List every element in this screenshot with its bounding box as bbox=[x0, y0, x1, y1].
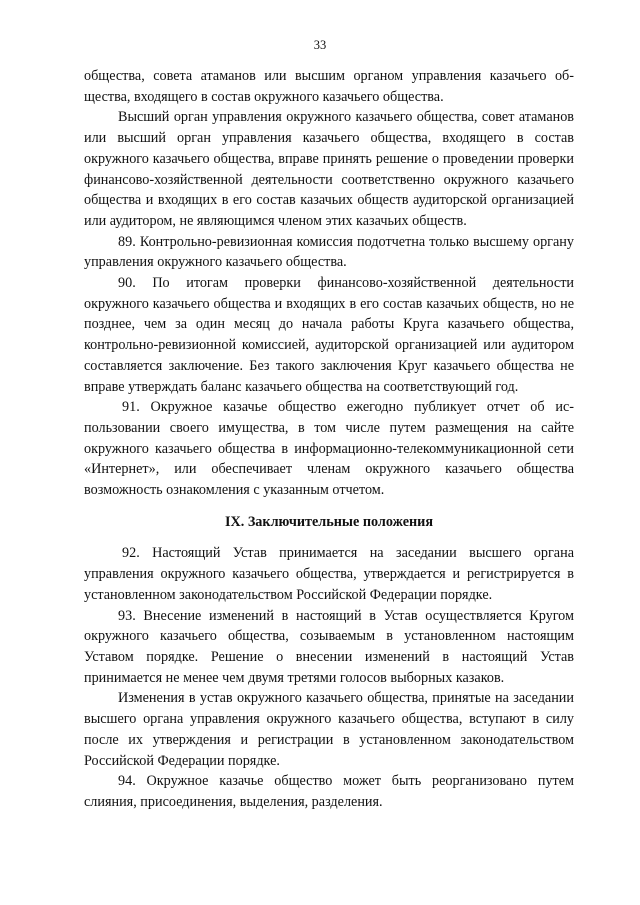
paragraph-94: 94. Окружное казачье общество может быть реорганизовано путем слияния, присоединения, выделения, разделения. bbox=[84, 773, 574, 810]
paragraph-90: 90. По итогам проверки финансово-хозяйственной деятельности окружного казачьего общества и входящих в его состав казачьих обществ, но не позднее, чем за один месяц до начала работы Круга казачьего общества, контрольно-ревизионной комиссией, аудиторской организацией или аудитором составляется заключение. Без такого заключения Круг казачьего общества не вправе утверждать баланс казачьего общества на соответствующий год. bbox=[84, 275, 574, 395]
paragraph-91: 91. Окружное казачье общество ежегодно публикует отчет об использовании своего имущества, в том числе путем размещения на сайте окружного казачьего общества в информационно-телекоммуникационной сети «Интернет», или обеспечивает членам окружного казачьего общества возможность ознакомления с указанным отчетом. bbox=[84, 399, 574, 499]
paragraph-92: 92. Настоящий Устав принимается на заседании высшего органа управления окружного казачьего общества, утверждается и регистрируется в установленном законодательством Российской Федерации порядке. bbox=[84, 545, 574, 603]
paragraph-93-amendments: Изменения в устав окружного казачьего общества, принятые на заседании высшего органа управления окружного казачьего общества, вступают в силу после их утверждения и регистрации в установленном законодательством Российской Федерации порядке. bbox=[84, 690, 574, 769]
paragraph-93: 93. Внесение изменений в настоящий в Устав осуществляется Кругом окружного казачьего общества, созываемым в установленном настоящим Уставом порядке. Решение о внесении изменений в настоящий Устав принимается не менее чем двумя третями голосов выборных казаков. bbox=[84, 607, 574, 686]
paragraph-89: 89. Контрольно-ревизионная комиссия подотчетна только высшему органу управления окружного казачьего общества. bbox=[84, 233, 574, 271]
document-body bbox=[84, 66, 574, 813]
section-heading: IX. Заключительные положения bbox=[224, 513, 434, 530]
page-number: 33 bbox=[313, 38, 327, 52]
paragraph-audit-decision: Высший орган управления окружного казачьего общества, совет атаманов или высший орган управления казачьего общества, входящего в состав окружного казачьего общества, вправе принять решение о проведении проверки финансово-хозяйственной деятельности соответственно окружного казачьего общества и входящих в его состав казачьих обществ аудиторской организацией или аудитором, не являющимся членом этих казачьих обществ. bbox=[84, 109, 574, 229]
paragraph-continuation: общества, совета атаманов или высшим органом управления казачьего общества, входящего в состав окружного казачьего общества. bbox=[84, 68, 574, 105]
